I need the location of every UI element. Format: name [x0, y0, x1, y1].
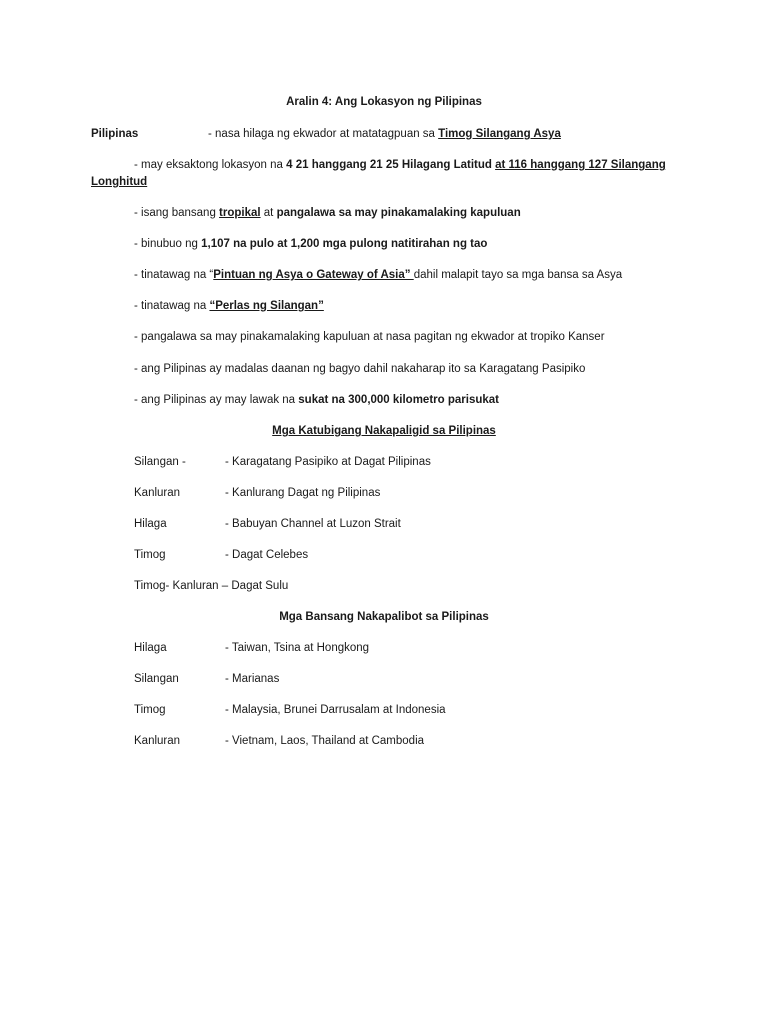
- bullet-text: - tinatawag na “: [134, 269, 214, 281]
- bullet-text: - ang Pilipinas ay may lawak na: [134, 394, 299, 406]
- bullet-pearl: [134, 299, 324, 313]
- tropical-text: tropikal: [219, 207, 261, 219]
- countries-value: - Taiwan, Tsina at Hongkong: [225, 642, 370, 654]
- waters-value: - Babuyan Channel at Luzon Strait: [225, 518, 401, 530]
- countries-direction: Hilaga: [134, 642, 167, 654]
- def-text: - nasa hilaga ng ekwador at matatagpuan sa: [208, 128, 439, 140]
- def-region: Timog Silangang Asya: [438, 128, 561, 140]
- bullet-tropical: [134, 206, 521, 220]
- spacer-text: at: [260, 207, 277, 219]
- countries-heading: Mga Bansang Nakapalibot sa Pilipinas: [279, 611, 489, 623]
- waters-heading: Mga Katubigang Nakapaligid sa Pilipinas: [272, 425, 496, 437]
- waters-value: - Kanlurang Dagat ng Pilipinas: [225, 487, 381, 499]
- longitude-text: at 116 hanggang 127 Silangang: [495, 159, 666, 171]
- bullet-text-end: dahil malapit tayo sa mga bansa sa Asya: [413, 269, 623, 281]
- longitude-continuation: Longhitud: [91, 176, 148, 188]
- bullet-islands: [134, 237, 487, 251]
- waters-direction: Kanluran: [134, 487, 181, 499]
- islands-text: 1,107 na pulo at 1,200 mga pulong natitirahan ng tao: [201, 238, 488, 250]
- countries-value: - Marianas: [225, 673, 280, 685]
- latitude-text: 4 21 hanggang 21 25 Hilagang Latitud: [286, 159, 492, 171]
- pearl-text: “Perlas ng Silangan”: [209, 300, 324, 312]
- countries-direction: Silangan: [134, 673, 179, 685]
- waters-value: - Karagatang Pasipiko at Dagat Pilipinas: [225, 456, 431, 468]
- bullet-typhoon: - ang Pilipinas ay madalas daanan ng bagyo dahil nakaharap ito sa Karagatang Pasipiko: [134, 363, 586, 375]
- waters-last-row: Timog- Kanluran – Dagat Sulu: [134, 580, 289, 592]
- waters-direction: Hilaga: [134, 518, 167, 530]
- area-text: sukat na 300,000 kilometro parisukat: [298, 394, 499, 406]
- waters-direction: Timog: [134, 549, 166, 561]
- bullet-location: [134, 158, 666, 172]
- waters-value: - Dagat Celebes: [225, 549, 309, 561]
- countries-direction: Timog: [134, 704, 166, 716]
- gateway-text: Pintuan ng Asya o Gateway of Asia”: [213, 269, 414, 281]
- term-definition: [208, 127, 561, 141]
- bullet-gateway: [134, 268, 622, 282]
- bullet-text: - tinatawag na: [134, 300, 210, 312]
- bullet-text: - isang bansang: [134, 207, 220, 219]
- countries-value: - Malaysia, Brunei Darrusalam at Indonesia: [225, 704, 446, 716]
- bullet-equator: - pangalawa sa may pinakamalaking kapuluan at nasa pagitan ng ekwador at tropiko Kanser: [134, 331, 605, 343]
- bullet-text: - binubuo ng: [134, 238, 202, 250]
- archipelago-text: pangalawa sa may pinakamalaking kapuluan: [276, 207, 521, 219]
- countries-value: - Vietnam, Laos, Thailand at Cambodia: [225, 735, 425, 747]
- term-pilipinas: Pilipinas: [91, 128, 139, 140]
- countries-direction: Kanluran: [134, 735, 181, 747]
- page-title: Aralin 4: Ang Lokasyon ng Pilipinas: [286, 96, 482, 108]
- waters-direction: Silangan -: [134, 456, 186, 468]
- bullet-text: - may eksaktong lokasyon na: [134, 159, 287, 171]
- bullet-area: [134, 393, 499, 407]
